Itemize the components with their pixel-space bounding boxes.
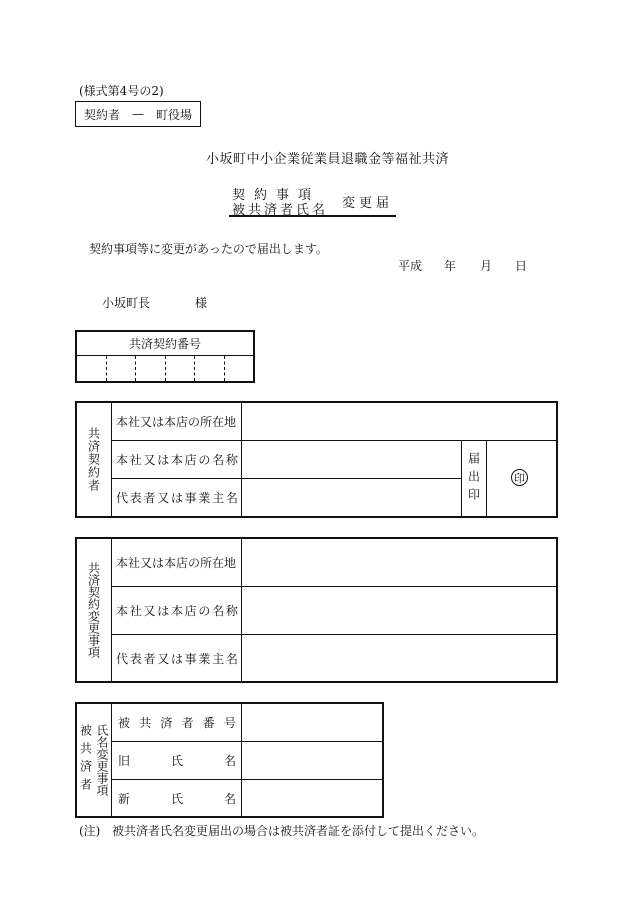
label-char: 本 xyxy=(170,453,183,467)
label-char: 主 xyxy=(212,651,225,666)
title-line-1: 契約事項 xyxy=(232,188,321,203)
contractor-dash: — xyxy=(132,107,145,121)
contract-number-label: 共済契約番号 xyxy=(128,336,201,351)
label-char: 名 xyxy=(212,604,225,618)
contractor-row-name xyxy=(116,441,238,478)
label-char: 氏 xyxy=(170,754,183,768)
addressee: 小坂町長 xyxy=(102,296,151,310)
label-char: 代 xyxy=(116,651,129,666)
label-char: 又 xyxy=(143,453,156,467)
label-char: 又 xyxy=(143,604,156,618)
label-char: 共 xyxy=(139,716,152,730)
label-char: 本 xyxy=(170,604,183,618)
label-char: 名 xyxy=(223,754,236,768)
label-char: 名 xyxy=(225,651,238,666)
seal-stamp-icon: 印 xyxy=(511,469,528,486)
label-char: 済 xyxy=(160,716,173,730)
footnote-text: 被共済者氏名変更届出の場合は被共済者証を添付して提出ください。 xyxy=(112,824,485,838)
title-underline xyxy=(229,215,396,217)
digit-separator xyxy=(106,356,107,381)
label-char: 主 xyxy=(212,491,225,505)
insured-number-label xyxy=(118,704,236,741)
label-char: 名 xyxy=(212,453,225,467)
label-char: 称 xyxy=(225,453,238,467)
table-divider xyxy=(241,704,242,816)
label-char: 社 xyxy=(129,453,142,467)
table-divider xyxy=(241,539,242,681)
label-char: 名 xyxy=(225,491,238,505)
label-char: の xyxy=(198,453,211,467)
seal-label: 届出印 xyxy=(466,451,481,506)
contractor-box xyxy=(75,101,201,127)
label-char: 事 xyxy=(184,651,197,666)
label-char: 店 xyxy=(184,453,197,467)
label-char: 称 xyxy=(225,604,238,618)
label-char: 業 xyxy=(198,651,211,666)
change-row-name xyxy=(116,587,238,634)
contractor-row-address: 本社又は本店の所在地 xyxy=(116,415,237,429)
date-year: 年 xyxy=(444,259,457,273)
table-divider xyxy=(111,403,112,516)
form-number: (様式第4号の2) xyxy=(79,84,164,98)
label-char: は xyxy=(157,604,170,618)
label-char: 氏 xyxy=(170,791,183,806)
change-row-address: 本社又は本店の所在地 xyxy=(116,556,237,570)
label-char: は xyxy=(170,651,183,666)
label-char: 表 xyxy=(129,491,142,505)
label-char: 被 xyxy=(118,716,131,730)
label-char: 番 xyxy=(202,716,215,730)
label-char: は xyxy=(157,453,170,467)
title-suffix: 変更届 xyxy=(342,196,394,211)
label-char: の xyxy=(198,604,211,618)
contractor-row-representative xyxy=(116,479,238,516)
notice-text: 契約事項等に変更があったので届出します。 xyxy=(89,242,328,256)
label-char: 本 xyxy=(116,453,129,467)
change-row-representative xyxy=(116,635,238,681)
label-char: は xyxy=(170,491,183,505)
label-char: 社 xyxy=(129,604,142,618)
label-char: 名 xyxy=(223,791,236,806)
date-day: 日 xyxy=(515,259,528,273)
contractor-label: 契約者 xyxy=(84,107,121,122)
institution-title: 小坂町中小企業従業員退職金等福祉共済 xyxy=(206,152,450,167)
honorific: 様 xyxy=(195,296,208,310)
label-char: 店 xyxy=(184,604,197,618)
contract-change-heading: 共済契約変更事項 xyxy=(86,562,101,658)
label-char: 代 xyxy=(116,491,129,505)
label-char: 事 xyxy=(184,491,197,505)
table-divider xyxy=(111,704,112,816)
label-char: 者 xyxy=(143,491,156,505)
insured-heading: 被共済者 xyxy=(78,724,93,796)
label-char: 旧 xyxy=(118,754,131,768)
table-divider xyxy=(111,539,112,681)
name-change-heading: 氏名変更事項 xyxy=(95,724,109,796)
date-month: 月 xyxy=(480,259,493,273)
contractor-heading: 共済契約者 xyxy=(86,427,101,492)
label-char: 者 xyxy=(143,651,156,666)
digit-separator xyxy=(194,356,195,381)
label-char: 又 xyxy=(157,491,170,505)
label-char: 表 xyxy=(129,651,142,666)
label-char: 者 xyxy=(181,716,194,730)
town-office-label: 町役場 xyxy=(156,107,193,122)
seal-divider xyxy=(486,441,487,516)
label-char: 業 xyxy=(198,491,211,505)
label-char: 本 xyxy=(116,604,129,618)
digit-separator xyxy=(165,356,166,381)
title-line-2: 被共済者氏名 xyxy=(232,203,329,218)
label-char: 又 xyxy=(157,651,170,666)
new-name-label xyxy=(118,780,236,816)
digit-separator xyxy=(224,356,225,381)
table-divider xyxy=(241,403,242,516)
label-char: 新 xyxy=(118,791,131,806)
label-char: 号 xyxy=(223,716,236,730)
digit-separator xyxy=(135,356,136,381)
footnote-label: (注) xyxy=(79,824,101,838)
old-name-label xyxy=(118,742,236,779)
date-era: 平成 xyxy=(398,259,423,273)
